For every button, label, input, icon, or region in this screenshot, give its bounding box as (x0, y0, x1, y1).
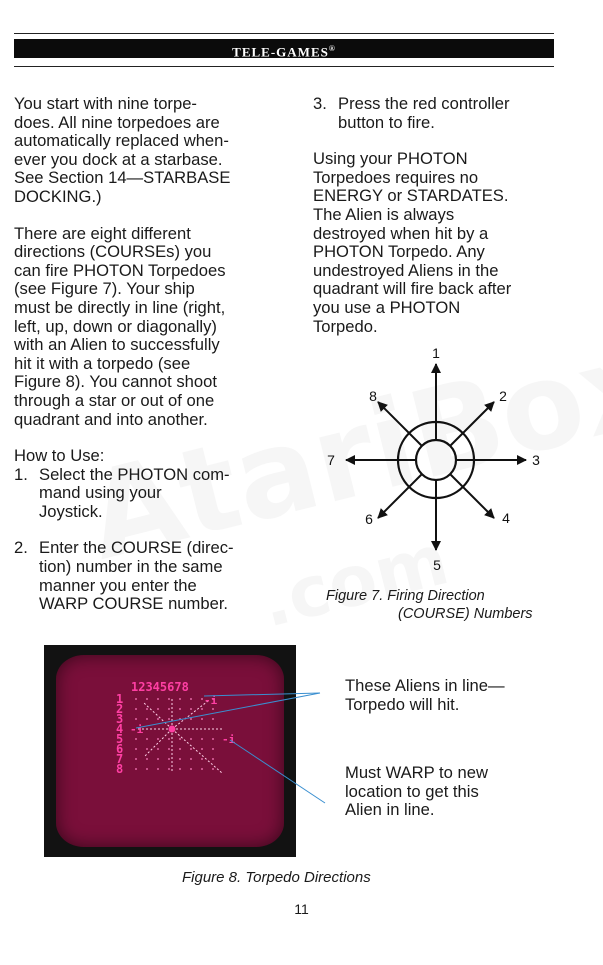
callout-hit: These Aliens in line— Torpedo will hit. (345, 676, 505, 714)
row-number-5: 5 (116, 732, 124, 746)
figure7-caption-line2: (COURSE) Numbers (398, 606, 533, 622)
firing-direction-diagram (320, 340, 560, 580)
callout-warp: Must WARP to new location to get this Alien in line. (345, 763, 488, 820)
row-number-2: 2 (116, 702, 124, 716)
row-number-3: 3 (116, 712, 124, 726)
header-bottom-rule (14, 66, 554, 67)
alien-icon: -i (130, 723, 144, 736)
torpedo-count-paragraph: You start with nine torpe- does. All nine torpedoes are automatically replaced when- ever you dock at a starbase. See Section 14—STARBASE DOCKING.) (14, 94, 231, 206)
alien-icon: -i (222, 733, 236, 746)
figure8-caption: Figure 8. Torpedo Directions (182, 869, 371, 886)
right-column (313, 95, 563, 336)
course-label-7: 7 (327, 452, 335, 468)
directions-paragraph: There are eight different directions (COURSEs) you can fire PHOTON Torpedoes (see Figure 7). Your ship must be directly in line (right, left, up, down or diagonally) with an Alien to successfully hit it with a torpedo (see Figure 8). You cannot shoot through a star or out of one quadrant and into another. (14, 223, 226, 429)
course-label-8: 8 (369, 388, 377, 404)
course-label-4: 4 (502, 510, 510, 526)
row-number-4: 4 (116, 722, 124, 736)
step-1: 1. Select the PHOTON com- mand using your Joystick. (14, 464, 230, 521)
arrow-course-8 (378, 402, 422, 446)
course-label-3: 3 (532, 452, 540, 468)
arrow-course-4 (450, 474, 494, 518)
header-bar (14, 39, 554, 58)
alien-icon: -i (204, 694, 218, 707)
course-label-2: 2 (499, 388, 507, 404)
arrow-course-2 (450, 402, 494, 446)
row-number-8: 8 (116, 762, 124, 776)
callout-lines (0, 640, 603, 840)
figure7-caption-line1: Figure 7. Firing Direction (326, 588, 485, 604)
step-2: 2. Enter the COURSE (direc- tion) number in the same manner you enter the WARP COURSE number. (14, 538, 234, 614)
page-number: 11 (294, 901, 309, 917)
header-title: TELE-GAMES (232, 44, 329, 60)
photon-energy-paragraph: Using your PHOTON Torpedoes requires no ENERGY or STARDATES. The Alien is always destroyed when hit by a PHOTON Torpedo. Any undestroyed Aliens in the quadrant will fire back after you use a PHOTON Torpedo. (313, 149, 512, 336)
row-number-1: 1 (116, 692, 124, 706)
course-label-1: 1 (432, 345, 440, 361)
row-number-7: 7 (116, 752, 124, 766)
top-rule (14, 33, 554, 34)
course-label-6: 6 (365, 511, 373, 527)
how-to-use-heading: How to Use: (14, 446, 105, 466)
arrow-course-6 (378, 474, 422, 518)
row-number-6: 6 (116, 742, 124, 756)
column-numbers: 12345678 (131, 680, 189, 694)
left-column (14, 95, 276, 614)
step-3: 3. Press the red controller button to fire. (313, 94, 510, 132)
course-label-5: 5 (433, 557, 441, 573)
registered-mark: ® (328, 44, 336, 53)
